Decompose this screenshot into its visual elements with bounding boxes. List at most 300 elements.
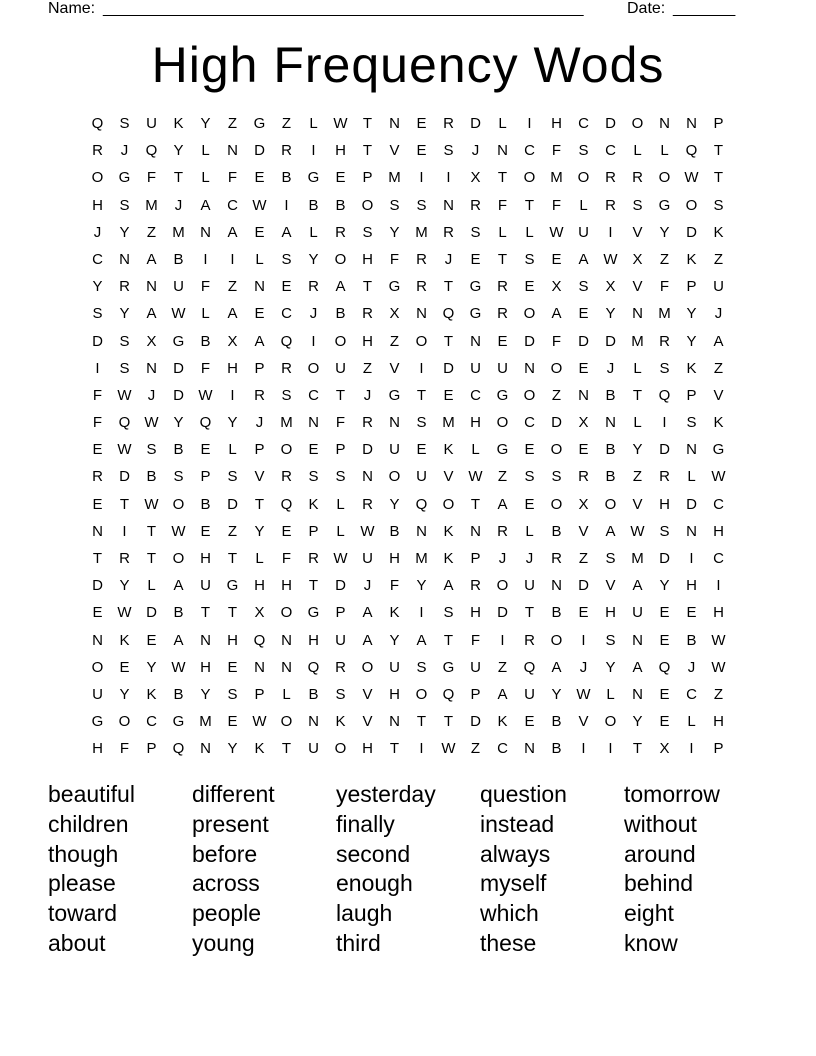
grid-letter[interactable]: W — [441, 740, 456, 758]
grid-letter[interactable]: S — [551, 468, 562, 486]
grid-letter[interactable]: T — [470, 495, 481, 513]
grid-letter[interactable]: O — [523, 169, 536, 187]
grid-letter[interactable]: J — [525, 550, 534, 567]
grid-letter[interactable]: Z — [497, 658, 508, 676]
grid-letter[interactable]: E — [524, 441, 535, 459]
grid-letter[interactable]: E — [659, 631, 670, 649]
grid-letter[interactable]: W — [252, 713, 267, 731]
grid-letter[interactable]: N — [227, 142, 238, 160]
grid-letter[interactable]: S — [119, 359, 130, 377]
grid-letter[interactable]: R — [254, 386, 265, 404]
grid-letter[interactable]: L — [255, 250, 264, 268]
grid-letter[interactable]: O — [577, 169, 590, 187]
grid-letter[interactable]: I — [311, 142, 316, 160]
grid-letter[interactable]: L — [309, 223, 318, 241]
grid-letter[interactable]: H — [227, 359, 238, 377]
grid-letter[interactable]: F — [470, 631, 481, 649]
grid-letter[interactable]: W — [360, 522, 375, 540]
grid-letter[interactable]: H — [335, 142, 346, 160]
grid-letter[interactable]: S — [443, 142, 454, 160]
grid-letter[interactable]: U — [92, 685, 103, 703]
grid-letter[interactable]: Q — [280, 332, 293, 350]
grid-letter[interactable]: X — [659, 740, 670, 758]
grid-letter[interactable]: E — [524, 278, 535, 296]
grid-letter[interactable]: Q — [658, 386, 671, 404]
grid-letter[interactable]: N — [416, 522, 427, 540]
grid-letter[interactable]: J — [363, 577, 372, 595]
grid-letter[interactable]: H — [551, 115, 562, 132]
grid-letter[interactable]: J — [174, 196, 183, 214]
grid-letter[interactable]: T — [416, 386, 427, 404]
grid-letter[interactable]: H — [362, 332, 373, 350]
grid-letter[interactable]: O — [334, 332, 347, 350]
grid-letter[interactable]: W — [630, 522, 645, 540]
grid-letter[interactable]: O — [442, 495, 455, 513]
grid-letter[interactable]: R — [605, 169, 616, 187]
grid-letter[interactable]: J — [579, 658, 588, 676]
grid-letter[interactable]: N — [416, 305, 427, 323]
grid-letter[interactable]: N — [146, 359, 157, 377]
grid-letter[interactable]: E — [497, 332, 508, 350]
grid-letter[interactable]: Z — [713, 250, 724, 268]
grid-letter[interactable]: K — [497, 713, 508, 731]
grid-letter[interactable]: M — [280, 414, 293, 432]
grid-letter[interactable]: I — [689, 550, 694, 567]
grid-letter[interactable]: Y — [389, 631, 400, 649]
grid-letter[interactable]: G — [307, 169, 320, 187]
grid-letter[interactable]: G — [388, 278, 401, 296]
grid-letter[interactable]: R — [119, 550, 130, 567]
grid-letter[interactable]: T — [146, 522, 157, 540]
grid-letter[interactable]: T — [92, 550, 103, 567]
grid-letter[interactable]: S — [605, 550, 616, 567]
grid-letter[interactable]: G — [253, 115, 266, 132]
grid-letter[interactable]: N — [389, 115, 400, 132]
grid-letter[interactable]: E — [578, 359, 589, 377]
grid-letter[interactable]: Q — [172, 740, 185, 758]
grid-letter[interactable]: S — [362, 223, 373, 241]
grid-letter[interactable]: L — [660, 142, 669, 160]
grid-letter[interactable]: B — [200, 495, 211, 513]
grid-letter[interactable]: G — [91, 713, 104, 731]
grid-letter[interactable]: Y — [389, 495, 400, 513]
grid-letter[interactable]: B — [173, 441, 184, 459]
grid-letter[interactable]: T — [362, 115, 373, 132]
grid-letter[interactable]: V — [713, 386, 724, 404]
grid-letter[interactable]: P — [254, 685, 265, 703]
grid-letter[interactable]: D — [578, 577, 589, 595]
grid-letter[interactable]: X — [470, 169, 481, 187]
grid-letter[interactable]: D — [686, 223, 697, 241]
grid-letter[interactable]: R — [119, 278, 130, 296]
grid-letter[interactable]: C — [524, 414, 535, 432]
grid-letter[interactable]: W — [711, 631, 726, 649]
grid-letter[interactable]: T — [227, 604, 238, 622]
grid-letter[interactable]: T — [443, 278, 454, 296]
grid-letter[interactable]: Z — [632, 468, 643, 486]
grid-letter[interactable]: L — [201, 169, 210, 187]
grid-letter[interactable]: J — [93, 223, 102, 241]
grid-letter[interactable]: C — [713, 495, 724, 513]
grid-letter[interactable]: Z — [362, 359, 373, 377]
grid-letter[interactable]: D — [173, 386, 184, 404]
grid-letter[interactable]: K — [686, 250, 697, 268]
grid-letter[interactable]: V — [605, 577, 616, 595]
grid-letter[interactable]: F — [551, 142, 562, 160]
grid-letter[interactable]: A — [335, 278, 346, 296]
grid-letter[interactable]: N — [119, 250, 130, 268]
grid-letter[interactable]: Y — [173, 414, 184, 432]
grid-letter[interactable]: L — [336, 522, 345, 540]
grid-letter[interactable]: D — [470, 115, 481, 132]
grid-letter[interactable]: H — [713, 522, 724, 540]
name-field[interactable]: ______________________________________________________ — [103, 0, 584, 17]
grid-letter[interactable]: E — [686, 604, 697, 622]
grid-letter[interactable]: A — [551, 305, 562, 323]
grid-letter[interactable]: J — [498, 550, 507, 567]
grid-letter[interactable]: Z — [227, 115, 238, 132]
grid-letter[interactable]: S — [659, 359, 670, 377]
grid-letter[interactable]: T — [119, 495, 130, 513]
grid-letter[interactable]: Y — [254, 522, 265, 540]
grid-letter[interactable]: Q — [658, 658, 671, 676]
grid-letter[interactable]: Y — [416, 577, 427, 595]
grid-letter[interactable]: H — [470, 414, 481, 432]
grid-letter[interactable]: R — [443, 223, 454, 241]
grid-letter[interactable]: I — [284, 196, 289, 214]
grid-letter[interactable]: Y — [659, 577, 670, 595]
grid-letter[interactable]: E — [92, 495, 103, 513]
grid-letter[interactable]: Y — [308, 250, 319, 268]
grid-letter[interactable]: H — [686, 577, 697, 595]
grid-letter[interactable]: S — [173, 468, 184, 486]
grid-letter[interactable]: U — [713, 278, 724, 296]
grid-letter[interactable]: I — [662, 414, 667, 432]
grid-letter[interactable]: O — [172, 495, 185, 513]
grid-letter[interactable]: O — [334, 250, 347, 268]
grid-letter[interactable]: Z — [659, 250, 670, 268]
grid-letter[interactable]: K — [443, 522, 454, 540]
grid-letter[interactable]: S — [470, 223, 481, 241]
grid-letter[interactable]: E — [308, 441, 319, 459]
grid-letter[interactable]: A — [281, 223, 292, 241]
grid-letter[interactable]: J — [120, 142, 129, 160]
grid-letter[interactable]: E — [659, 713, 670, 731]
grid-letter[interactable]: R — [659, 468, 670, 486]
grid-letter[interactable]: R — [470, 196, 481, 214]
grid-letter[interactable]: I — [230, 386, 235, 404]
grid-letter[interactable]: V — [389, 142, 400, 160]
grid-letter[interactable]: B — [605, 468, 616, 486]
grid-letter[interactable]: E — [200, 522, 211, 540]
grid-letter[interactable]: T — [362, 142, 373, 160]
grid-letter[interactable]: D — [119, 468, 130, 486]
grid-letter[interactable]: K — [443, 441, 454, 459]
grid-letter[interactable]: N — [605, 414, 616, 432]
grid-letter[interactable]: E — [227, 658, 238, 676]
grid-letter[interactable]: T — [443, 332, 454, 350]
grid-letter[interactable]: A — [200, 196, 211, 214]
grid-letter[interactable]: E — [578, 305, 589, 323]
grid-letter[interactable]: M — [145, 196, 158, 214]
grid-letter[interactable]: I — [419, 740, 424, 758]
grid-letter[interactable]: A — [146, 305, 157, 323]
grid-letter[interactable]: U — [200, 577, 211, 595]
grid-letter[interactable]: T — [632, 740, 643, 758]
grid-letter[interactable]: Y — [119, 223, 130, 241]
grid-letter[interactable]: W — [171, 305, 186, 323]
grid-letter[interactable]: F — [119, 740, 130, 758]
grid-letter[interactable]: P — [713, 115, 724, 132]
grid-letter[interactable]: M — [415, 223, 428, 241]
grid-letter[interactable]: A — [632, 577, 643, 595]
grid-letter[interactable]: L — [201, 305, 210, 323]
grid-letter[interactable]: U — [362, 550, 373, 567]
grid-letter[interactable]: S — [443, 604, 454, 622]
grid-letter[interactable]: P — [470, 685, 481, 703]
grid-letter[interactable]: N — [470, 332, 481, 350]
grid-letter[interactable]: H — [92, 196, 103, 214]
grid-letter[interactable]: L — [309, 115, 318, 132]
grid-letter[interactable]: N — [200, 740, 211, 758]
grid-letter[interactable]: H — [254, 577, 265, 595]
grid-letter[interactable]: O — [631, 115, 644, 132]
grid-letter[interactable]: Z — [227, 522, 238, 540]
grid-letter[interactable]: M — [388, 169, 401, 187]
grid-letter[interactable]: G — [469, 305, 482, 323]
grid-letter[interactable]: N — [281, 658, 292, 676]
grid-letter[interactable]: B — [146, 468, 157, 486]
grid-letter[interactable]: N — [308, 713, 319, 731]
grid-letter[interactable]: S — [659, 522, 670, 540]
grid-letter[interactable]: Z — [227, 278, 238, 296]
grid-letter[interactable]: D — [146, 604, 157, 622]
grid-letter[interactable]: R — [497, 522, 508, 540]
grid-letter[interactable]: N — [92, 631, 103, 649]
grid-letter[interactable]: F — [92, 414, 103, 432]
grid-letter[interactable]: Z — [578, 550, 589, 567]
grid-letter[interactable]: G — [469, 278, 482, 296]
grid-letter[interactable]: G — [712, 441, 725, 459]
grid-letter[interactable]: K — [173, 115, 184, 132]
grid-letter[interactable]: A — [362, 631, 373, 649]
grid-letter[interactable]: K — [686, 359, 697, 377]
grid-letter[interactable]: K — [713, 414, 724, 432]
grid-letter[interactable]: X — [578, 495, 589, 513]
grid-letter[interactable]: S — [686, 414, 697, 432]
grid-letter[interactable]: Y — [119, 685, 130, 703]
grid-letter[interactable]: R — [470, 577, 481, 595]
grid-letter[interactable]: N — [92, 522, 103, 540]
grid-letter[interactable]: J — [606, 359, 615, 377]
grid-letter[interactable]: L — [147, 577, 156, 595]
grid-letter[interactable]: N — [470, 522, 481, 540]
grid-letter[interactable]: C — [308, 386, 319, 404]
grid-letter[interactable]: B — [686, 631, 697, 649]
grid-letter[interactable]: I — [203, 250, 208, 268]
date-field[interactable]: _______ — [673, 0, 736, 17]
grid-letter[interactable]: T — [524, 196, 535, 214]
grid-letter[interactable]: N — [632, 631, 643, 649]
grid-letter[interactable]: M — [550, 169, 563, 187]
grid-letter[interactable]: W — [549, 223, 564, 241]
grid-letter[interactable]: Y — [659, 223, 670, 241]
grid-letter[interactable]: Q — [415, 495, 428, 513]
grid-letter[interactable]: W — [117, 441, 132, 459]
grid-letter[interactable]: Z — [470, 740, 481, 758]
grid-letter[interactable]: O — [523, 305, 536, 323]
grid-letter[interactable]: G — [496, 386, 509, 404]
grid-letter[interactable]: R — [281, 142, 292, 160]
grid-letter[interactable]: C — [578, 115, 589, 132]
grid-letter[interactable]: L — [633, 414, 642, 432]
grid-letter[interactable]: W — [117, 386, 132, 404]
grid-letter[interactable]: P — [254, 359, 265, 377]
grid-letter[interactable]: R — [281, 359, 292, 377]
grid-letter[interactable]: X — [578, 414, 589, 432]
grid-letter[interactable]: U — [389, 441, 400, 459]
grid-letter[interactable]: O — [118, 713, 131, 731]
grid-letter[interactable]: I — [608, 223, 613, 241]
grid-letter[interactable]: G — [307, 604, 320, 622]
grid-letter[interactable]: B — [173, 685, 184, 703]
grid-letter[interactable]: W — [144, 495, 159, 513]
grid-letter[interactable]: K — [443, 550, 454, 567]
grid-letter[interactable]: H — [389, 550, 400, 567]
grid-letter[interactable]: S — [416, 414, 427, 432]
grid-letter[interactable]: Q — [91, 115, 104, 132]
grid-letter[interactable]: Q — [253, 631, 266, 649]
grid-letter[interactable]: L — [525, 223, 534, 241]
grid-letter[interactable]: E — [335, 169, 346, 187]
grid-letter[interactable]: M — [442, 414, 455, 432]
grid-letter[interactable]: V — [578, 522, 589, 540]
grid-letter[interactable]: T — [443, 631, 454, 649]
grid-letter[interactable]: R — [362, 495, 373, 513]
grid-letter[interactable]: Y — [146, 658, 157, 676]
grid-letter[interactable]: S — [227, 468, 238, 486]
grid-letter[interactable]: E — [578, 441, 589, 459]
grid-letter[interactable]: Y — [551, 685, 562, 703]
grid-letter[interactable]: O — [361, 196, 374, 214]
grid-letter[interactable]: A — [416, 631, 427, 649]
grid-letter[interactable]: E — [254, 305, 265, 323]
grid-letter[interactable]: A — [146, 250, 157, 268]
grid-letter[interactable]: T — [362, 278, 373, 296]
grid-letter[interactable]: T — [200, 604, 211, 622]
grid-letter[interactable]: X — [551, 278, 562, 296]
grid-letter[interactable]: P — [713, 740, 724, 758]
grid-letter[interactable]: Y — [200, 685, 211, 703]
grid-letter[interactable]: Q — [145, 142, 158, 160]
grid-letter[interactable]: R — [605, 196, 616, 214]
grid-letter[interactable]: O — [550, 495, 563, 513]
grid-letter[interactable]: H — [713, 713, 724, 731]
grid-letter[interactable]: R — [362, 305, 373, 323]
grid-letter[interactable]: D — [659, 441, 670, 459]
grid-letter[interactable]: V — [632, 278, 643, 296]
grid-letter[interactable]: A — [227, 305, 238, 323]
grid-letter[interactable]: S — [416, 658, 427, 676]
grid-letter[interactable]: W — [198, 386, 213, 404]
grid-letter[interactable]: O — [685, 196, 698, 214]
grid-letter[interactable]: Z — [713, 685, 724, 703]
grid-letter[interactable]: Q — [685, 142, 698, 160]
grid-letter[interactable]: Y — [119, 305, 130, 323]
grid-letter[interactable]: Y — [686, 332, 697, 350]
grid-letter[interactable]: R — [281, 468, 292, 486]
grid-letter[interactable]: H — [362, 740, 373, 758]
grid-letter[interactable]: O — [496, 577, 509, 595]
grid-letter[interactable]: S — [524, 468, 535, 486]
grid-letter[interactable]: O — [280, 604, 293, 622]
grid-letter[interactable]: X — [254, 604, 265, 622]
grid-letter[interactable]: F — [497, 196, 508, 214]
grid-letter[interactable]: S — [146, 441, 157, 459]
grid-letter[interactable]: U — [389, 658, 400, 676]
grid-letter[interactable]: L — [687, 468, 696, 486]
grid-letter[interactable]: C — [146, 713, 157, 731]
grid-letter[interactable]: C — [497, 740, 508, 758]
grid-letter[interactable]: I — [716, 577, 721, 595]
grid-letter[interactable]: D — [362, 441, 373, 459]
grid-letter[interactable]: B — [200, 332, 211, 350]
grid-letter[interactable]: G — [496, 441, 509, 459]
grid-letter[interactable]: T — [524, 604, 535, 622]
grid-letter[interactable]: K — [389, 604, 400, 622]
grid-letter[interactable]: M — [199, 713, 212, 731]
grid-letter[interactable]: L — [606, 685, 615, 703]
grid-letter[interactable]: Z — [146, 223, 157, 241]
grid-letter[interactable]: Y — [227, 414, 238, 432]
grid-letter[interactable]: E — [470, 250, 481, 268]
grid-letter[interactable]: F — [551, 196, 562, 214]
grid-letter[interactable]: D — [686, 495, 697, 513]
grid-letter[interactable]: N — [497, 142, 508, 160]
grid-letter[interactable]: H — [200, 658, 211, 676]
grid-letter[interactable]: V — [389, 359, 400, 377]
grid-letter[interactable]: Q — [523, 658, 536, 676]
grid-letter[interactable]: E — [92, 441, 103, 459]
grid-letter[interactable]: L — [255, 550, 264, 567]
grid-letter[interactable]: E — [524, 713, 535, 731]
grid-letter[interactable]: O — [604, 495, 617, 513]
grid-letter[interactable]: A — [173, 577, 184, 595]
grid-letter[interactable]: V — [254, 468, 265, 486]
grid-letter[interactable]: O — [91, 169, 104, 187]
grid-letter[interactable]: E — [254, 169, 265, 187]
grid-letter[interactable]: Z — [281, 115, 292, 132]
grid-letter[interactable]: B — [335, 196, 346, 214]
grid-letter[interactable]: L — [525, 522, 534, 540]
grid-letter[interactable]: O — [658, 169, 671, 187]
grid-letter[interactable]: Y — [173, 142, 184, 160]
grid-letter[interactable]: P — [686, 278, 697, 296]
grid-letter[interactable]: I — [608, 740, 613, 758]
grid-letter[interactable]: T — [632, 386, 643, 404]
grid-letter[interactable]: E — [146, 631, 157, 649]
grid-letter[interactable]: D — [254, 142, 265, 160]
grid-letter[interactable]: L — [228, 441, 237, 459]
grid-letter[interactable]: X — [605, 278, 616, 296]
grid-letter[interactable]: D — [470, 713, 481, 731]
grid-letter[interactable]: O — [172, 550, 185, 567]
grid-letter[interactable]: K — [308, 495, 319, 513]
grid-letter[interactable]: A — [443, 577, 454, 595]
grid-letter[interactable]: U — [578, 223, 589, 241]
grid-letter[interactable]: A — [632, 658, 643, 676]
grid-letter[interactable]: L — [201, 142, 210, 160]
